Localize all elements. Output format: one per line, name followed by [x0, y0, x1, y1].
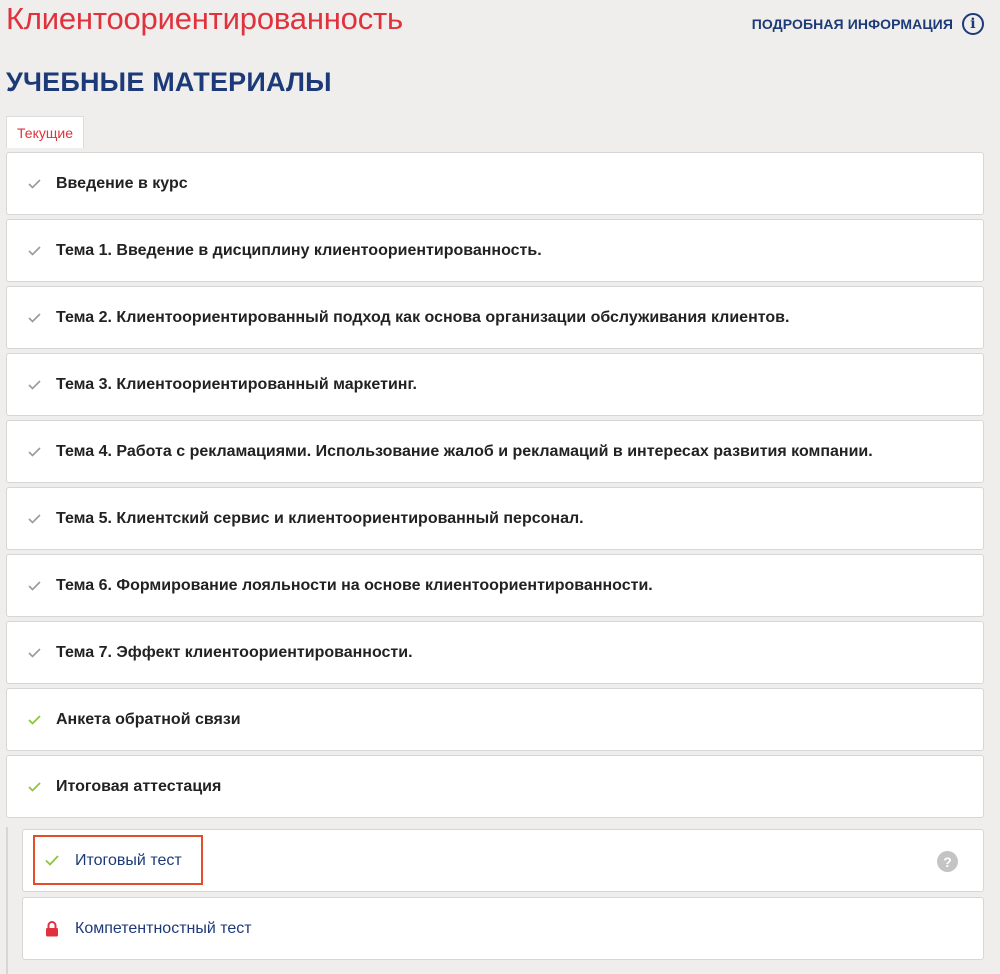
list-item-label: Тема 3. Клиентоориентированный маркетинг.	[56, 375, 417, 393]
list-item-competency-test[interactable]	[22, 897, 984, 960]
check-icon	[28, 782, 43, 792]
check-icon	[28, 581, 43, 591]
tab-current[interactable]: Текущие	[6, 116, 84, 148]
question-icon[interactable]: ?	[937, 851, 958, 872]
materials-list	[6, 152, 984, 822]
check-icon	[28, 514, 43, 524]
list-item-label: Анкета обратной связи	[56, 710, 241, 728]
check-icon	[28, 179, 43, 189]
list-item-label: Итоговая аттестация	[56, 777, 222, 795]
list-item-label: Тема 2. Клиентоориентированный подход как основа организации обслуживания клиентов.	[56, 308, 790, 326]
check-icon	[28, 648, 43, 658]
final-attestation-sublist	[6, 827, 984, 974]
check-icon	[28, 447, 43, 457]
check-icon	[28, 246, 43, 256]
list-item-label: Введение в курс	[56, 174, 188, 192]
list-item-topic-2[interactable]	[6, 286, 984, 349]
list-item-label: Тема 4. Работа с рекламациями. Использование жалоб и рекламаций в интересах развития компании.	[56, 442, 873, 460]
details-link-label: ПОДРОБНАЯ ИНФОРМАЦИЯ	[751, 16, 953, 32]
course-title: Клиентоориентированность	[6, 1, 403, 36]
section-title: УЧЕБНЫЕ МАТЕРИАЛЫ	[6, 67, 332, 97]
check-icon	[28, 380, 43, 390]
list-item-topic-4[interactable]	[6, 420, 984, 483]
list-item-feedback-survey[interactable]	[6, 688, 984, 751]
list-item-label: Тема 7. Эффект клиентоориентированности.	[56, 643, 413, 661]
list-item-topic-6[interactable]	[6, 554, 984, 617]
list-item-topic-1[interactable]	[6, 219, 984, 282]
list-item-label: Компетентностный тест	[75, 919, 252, 937]
info-icon[interactable]: i	[962, 13, 984, 35]
list-item-topic-3[interactable]	[6, 353, 984, 416]
list-item-final-test[interactable]	[22, 829, 984, 892]
check-icon	[28, 313, 43, 323]
list-item-label: Тема 6. Формирование лояльности на основе клиентоориентированности.	[56, 576, 653, 594]
details-link[interactable]	[752, 13, 984, 35]
list-item-label: Тема 1. Введение в дисциплину клиентоориентированность.	[56, 241, 542, 259]
list-item-label: Итоговый тест	[75, 851, 182, 869]
list-item-label: Тема 5. Клиентский сервис и клиентоориентированный персонал.	[56, 509, 584, 527]
check-icon	[45, 855, 61, 866]
list-item-topic-7[interactable]	[6, 621, 984, 684]
list-item-final-attestation[interactable]	[6, 755, 984, 818]
check-icon	[28, 715, 43, 725]
lock-icon	[45, 921, 61, 937]
list-item-topic-5[interactable]	[6, 487, 984, 550]
list-item-intro[interactable]	[6, 152, 984, 215]
